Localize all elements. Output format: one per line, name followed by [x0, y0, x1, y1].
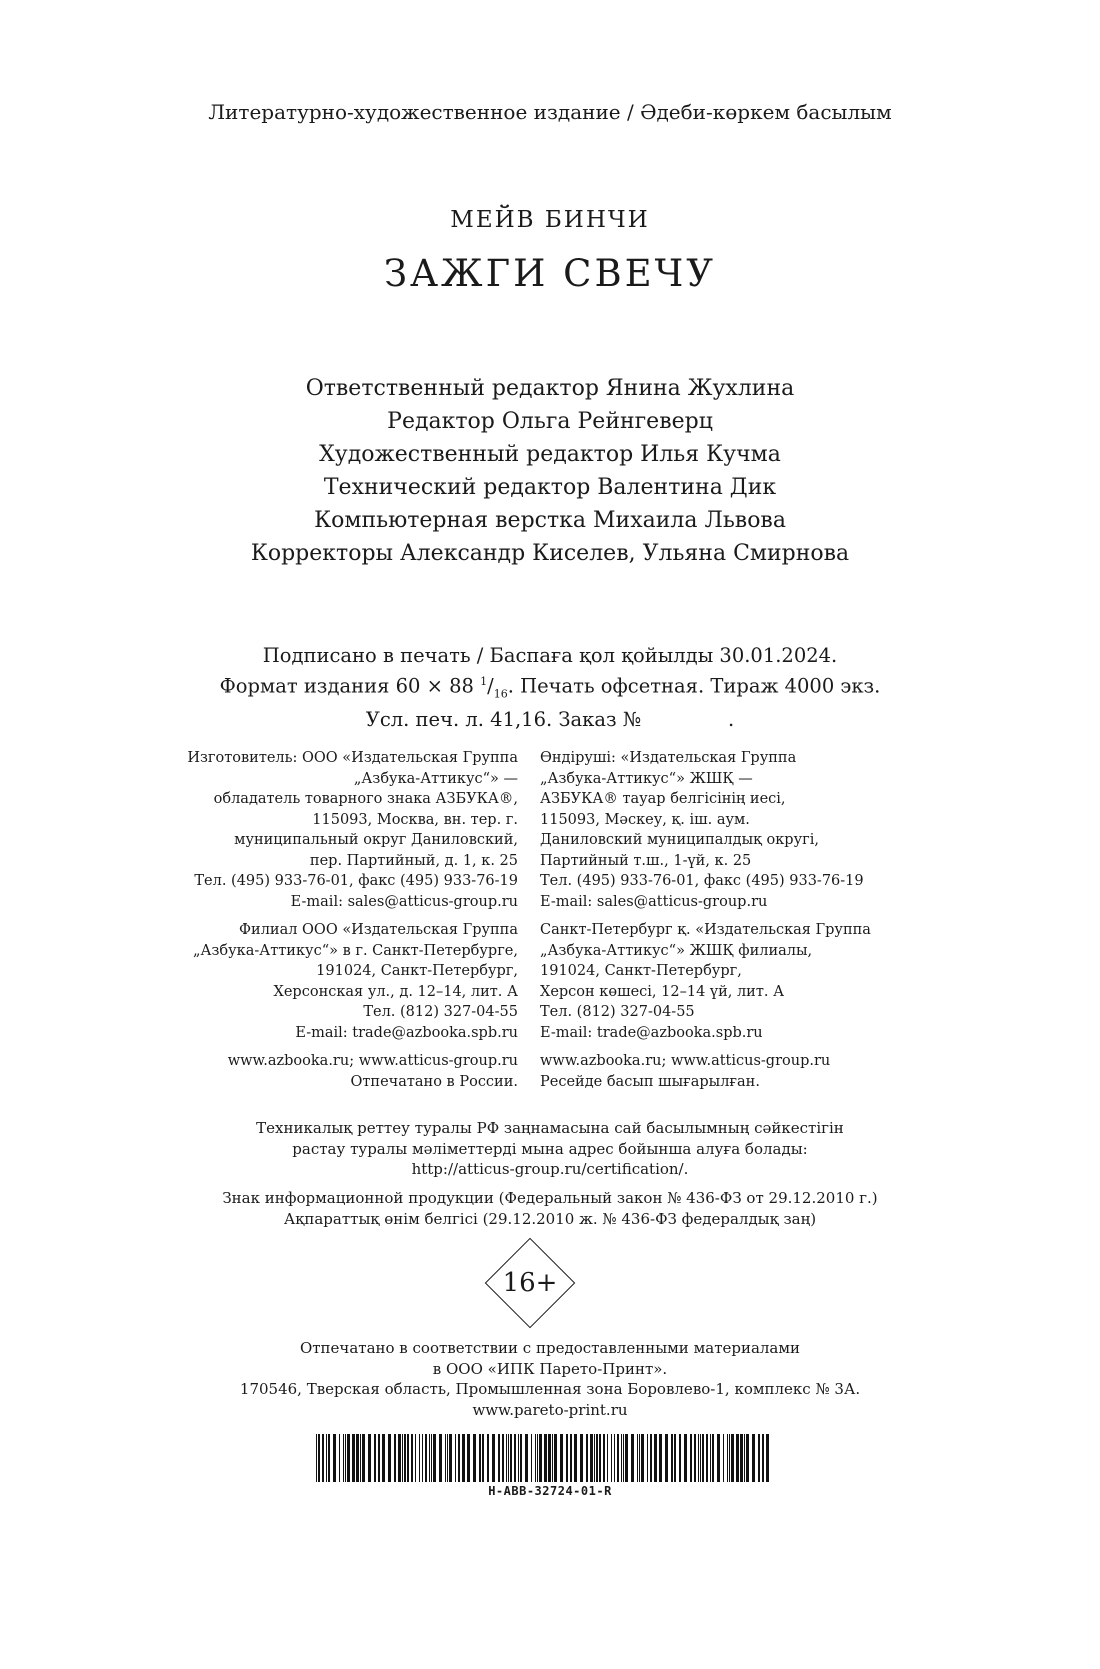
- barcode-bar: [345, 1434, 346, 1482]
- barcode-bar: [617, 1434, 619, 1482]
- barcode-bar: [520, 1434, 522, 1482]
- barcode-bar: [347, 1434, 350, 1482]
- barcode-bar: [694, 1434, 696, 1482]
- barcode: [316, 1434, 771, 1482]
- info-line: Тел. (812) 327-04-55: [363, 1004, 518, 1020]
- barcode-bar: [614, 1434, 615, 1482]
- series-line: Литературно-художественное издание / Әдеби-көркем басылым: [208, 100, 892, 124]
- barcode-bar: [621, 1434, 622, 1482]
- barcode-bar: [394, 1434, 396, 1482]
- info-line: Отпечатано в России.: [350, 1073, 518, 1090]
- publisher-info-ru: [158, 748, 518, 1092]
- barcode-bar: [539, 1434, 542, 1482]
- barcode-bar: [659, 1434, 662, 1482]
- barcode-bar: [333, 1434, 336, 1482]
- barcode-bar: [537, 1434, 538, 1482]
- barcode-bar: [594, 1434, 595, 1482]
- barcode-bar: [639, 1434, 640, 1482]
- barcode-bar: [744, 1434, 745, 1482]
- barcode-bar: [723, 1434, 724, 1482]
- info-line: обладатель товарного знака АЗБУКА®,: [213, 791, 518, 807]
- barcode-bar: [679, 1434, 681, 1482]
- info-line: Даниловский муниципалдық округі,: [540, 832, 819, 848]
- barcode-bar: [510, 1434, 512, 1482]
- barcode-bar: [586, 1434, 588, 1482]
- barcode-bar: [479, 1434, 481, 1482]
- printer-line: Отпечатано в соответствии с предоставленными материалами: [299, 1339, 801, 1357]
- barcode-bar: [570, 1434, 572, 1482]
- credit-line: Редактор Ольга Рейнгеверц: [387, 409, 713, 434]
- barcode-bar: [560, 1434, 563, 1482]
- barcode-bar: [758, 1434, 760, 1482]
- barcode-bar: [378, 1434, 380, 1482]
- info-line: АЗБУКА® тауар белгісінің иесі,: [540, 791, 786, 807]
- barcode-bar: [552, 1434, 553, 1482]
- barcode-bar: [326, 1434, 327, 1482]
- barcode-bar: [316, 1434, 317, 1482]
- info-line: Филиал ООО «Издательская Группа: [239, 922, 518, 938]
- certification-note: [0, 1118, 1100, 1180]
- format-den: 16: [493, 687, 508, 701]
- barcode-bar: [374, 1434, 376, 1482]
- barcode-bar: [654, 1434, 657, 1482]
- barcode-bar: [762, 1434, 764, 1482]
- info-line: 115093, Мәскеу, қ. іш. аум.: [540, 811, 750, 828]
- info-line: 191024, Санкт-Петербург,: [540, 963, 742, 979]
- info-line: „Азбука-Аттикус“» —: [353, 770, 518, 787]
- cert-line: Техникалық реттеу туралы РФ заңнамасына сай басылымның сәйкестігін: [256, 1119, 844, 1137]
- info-line: Тел. (495) 933-76-01, факс (495) 933-76-19: [540, 873, 864, 889]
- barcode-bar: [548, 1434, 551, 1482]
- barcode-bar: [674, 1434, 676, 1482]
- barcode-bar: [740, 1434, 743, 1482]
- barcode-bar: [362, 1434, 365, 1482]
- barcode-bar: [698, 1434, 699, 1482]
- barcode-bar: [360, 1434, 361, 1482]
- barcode-bar: [690, 1434, 692, 1482]
- barcode-bar: [458, 1434, 460, 1482]
- barcode-bar: [684, 1434, 687, 1482]
- barcode-bar: [580, 1434, 583, 1482]
- info-line: Херсон көшесі, 12–14 үй, лит. А: [540, 983, 785, 1000]
- info-line: муниципальный округ Даниловский,: [234, 832, 518, 848]
- print-info: [0, 643, 1100, 733]
- info-line: www.azbooka.ru; www.atticus-group.ru: [227, 1053, 518, 1069]
- barcode-bar: [574, 1434, 577, 1482]
- barcode-bar: [650, 1434, 652, 1482]
- barcode-bar: [431, 1434, 432, 1482]
- barcode-bar: [382, 1434, 385, 1482]
- barcode-bar: [429, 1434, 430, 1482]
- barcode-bar: [599, 1434, 601, 1482]
- barcode-bar: [731, 1434, 734, 1482]
- barcode-bar: [388, 1434, 391, 1482]
- age-rating-text: 16+: [502, 1268, 558, 1298]
- barcode-bar: [411, 1434, 413, 1482]
- barcode-bar: [318, 1434, 320, 1482]
- sign-line: Знак информационной продукции (Федеральный закон № 436-ФЗ от 29.12.2010 г.): [222, 1189, 878, 1207]
- barcode-bar: [447, 1434, 448, 1482]
- cert-line: растау туралы мәліметтерді мына адрес бойынша алуға болады:: [292, 1139, 808, 1158]
- barcode-bar: [462, 1434, 465, 1482]
- barcode-bar: [328, 1434, 330, 1482]
- print-format: [0, 669, 1100, 707]
- author-name: МЕЙВ БИНЧИ: [450, 207, 650, 233]
- barcode-bar: [700, 1434, 701, 1482]
- printer-link[interactable]: www.pareto-print.ru: [472, 1400, 628, 1419]
- barcode-bar: [425, 1434, 427, 1482]
- info-line: 191024, Санкт-Петербург,: [316, 963, 518, 979]
- credits: [0, 372, 1100, 570]
- credit-line: Ответственный редактор Янина Жухлина: [305, 376, 795, 401]
- barcode-bar: [766, 1434, 769, 1482]
- info-line: E-mail: trade@azbooka.spb.ru: [295, 1024, 518, 1041]
- barcode-bar: [449, 1434, 452, 1482]
- info-line: „Азбука-Аттикус“» ЖШҚ —: [540, 770, 753, 787]
- barcode-bar: [415, 1434, 416, 1482]
- barcode-bar: [702, 1434, 704, 1482]
- credit-line: Корректоры Александр Киселев, Ульяна Смирнова: [250, 541, 850, 566]
- credit-line: Технический редактор Валентина Дик: [323, 475, 777, 500]
- barcode-bar: [419, 1434, 420, 1482]
- barcode-bar: [402, 1434, 403, 1482]
- barcode-bar: [518, 1434, 519, 1482]
- barcode-bar: [665, 1434, 668, 1482]
- format-num: 1: [480, 675, 488, 688]
- barcode-bar: [554, 1434, 557, 1482]
- barcode-bar: [422, 1434, 423, 1482]
- barcode-bar: [531, 1434, 532, 1482]
- print-date: Подписано в печать / Баспаға қол қойылды 30.01.2024.: [262, 644, 838, 667]
- info-line: E-mail: sales@atticus-group.ru: [290, 893, 518, 910]
- barcode-bar: [544, 1434, 547, 1482]
- info-line: „Азбука-Аттикус“» ЖШҚ филиалы,: [540, 942, 813, 959]
- barcode-bar: [746, 1434, 749, 1482]
- format-rest: . Печать офсетная. Тираж 4000 экз.: [507, 674, 881, 698]
- barcode-bar: [525, 1434, 528, 1482]
- barcode-bar: [712, 1434, 714, 1482]
- printer-line: в ООО «ИПК Парето-Принт».: [432, 1359, 668, 1378]
- printer-line: 170546, Тверская область, Промышленная зона Боровлево-1, комплекс № 3А.: [239, 1380, 861, 1398]
- barcode-bar: [736, 1434, 739, 1482]
- barcode-bar: [623, 1434, 624, 1482]
- barcode-bar: [631, 1434, 634, 1482]
- info-line: Тел. (812) 327-04-55: [540, 1004, 695, 1020]
- barcode-bar: [710, 1434, 711, 1482]
- credit-line: Компьютерная верстка Михаила Львова: [314, 508, 786, 533]
- format-text: Формат издания 60 × 88: [219, 674, 481, 698]
- barcode-bar: [404, 1434, 406, 1482]
- barcode-text: H-ABB-32724-01-R: [488, 1484, 612, 1498]
- barcode-bar: [398, 1434, 401, 1482]
- barcode-bar: [671, 1434, 673, 1482]
- barcode-bar: [492, 1434, 495, 1482]
- barcode-bar: [455, 1434, 456, 1482]
- barcode-bar: [590, 1434, 593, 1482]
- barcode-bar: [727, 1434, 728, 1482]
- info-line: Өндіруші: «Издательская Группа: [540, 750, 797, 766]
- info-line: Херсонская ул., д. 12–14, лит. А: [273, 983, 518, 1000]
- info-line: „Азбука-Аттикус“» в г. Санкт-Петербурге,: [193, 942, 518, 959]
- publisher-info-kz: [540, 748, 900, 1092]
- barcode-bar: [433, 1434, 436, 1482]
- info-line: 115093, Москва, вн. тер. г.: [312, 811, 518, 828]
- barcode-bar: [514, 1434, 516, 1482]
- print-order: Усл. печ. л. 41,16. Заказ № .: [365, 708, 735, 732]
- barcode-bar: [352, 1434, 355, 1482]
- book-title: ЗАЖГИ СВЕЧУ: [383, 252, 717, 295]
- barcode-bar: [566, 1434, 568, 1482]
- barcode-bar: [596, 1434, 598, 1482]
- barcode-bar: [641, 1434, 644, 1482]
- barcode-bar: [322, 1434, 324, 1482]
- barcode-bar: [535, 1434, 536, 1482]
- barcode-bar: [752, 1434, 755, 1482]
- barcode-bar: [498, 1434, 500, 1482]
- barcode-bar: [508, 1434, 509, 1482]
- barcode-bar: [611, 1434, 612, 1482]
- barcode-bar: [467, 1434, 470, 1482]
- barcode-bar: [356, 1434, 359, 1482]
- barcode-bar: [502, 1434, 504, 1482]
- barcode-bar: [506, 1434, 507, 1482]
- printer-info: [0, 1338, 1100, 1420]
- barcode-bar: [717, 1434, 720, 1482]
- info-line: пер. Партийный, д. 1, к. 25: [309, 852, 518, 869]
- info-line: E-mail: trade@azbooka.spb.ru: [540, 1024, 763, 1041]
- barcode-bar: [339, 1434, 340, 1482]
- info-line: Изготовитель: ООО «Издательская Группа: [187, 750, 518, 766]
- info-line: Санкт-Петербург қ. «Издательская Группа: [540, 922, 871, 938]
- info-line: E-mail: sales@atticus-group.ru: [540, 893, 768, 910]
- info-line: Партийный т.ш., 1-үй, к. 25: [540, 852, 752, 869]
- info-line: Тел. (495) 933-76-01, факс (495) 933-76-19: [194, 873, 518, 889]
- barcode-bar: [473, 1434, 476, 1482]
- credit-line: Художественный редактор Илья Кучма: [319, 442, 781, 467]
- barcode-bar: [607, 1434, 608, 1482]
- barcode-bar: [368, 1434, 371, 1482]
- info-line: Ресейде басып шығарылған.: [540, 1073, 760, 1090]
- sign-line: Ақпараттық өнім белгісі (29.12.2010 ж. № 436-ФЗ федералдық заң): [283, 1209, 817, 1228]
- barcode-bar: [729, 1434, 730, 1482]
- info-line: www.azbooka.ru; www.atticus-group.ru: [540, 1053, 831, 1069]
- barcode-bar: [343, 1434, 344, 1482]
- cert-link[interactable]: http://atticus-group.ru/certification/.: [411, 1160, 689, 1178]
- barcode-bar: [407, 1434, 409, 1482]
- age-rating-badge: [482, 1235, 578, 1331]
- format-slash: /: [487, 674, 494, 698]
- barcode-bar: [706, 1434, 708, 1482]
- barcode-bar: [482, 1434, 484, 1482]
- barcode-bar: [647, 1434, 648, 1482]
- barcode-bar: [487, 1434, 489, 1482]
- barcode-bar: [439, 1434, 442, 1482]
- info-product-sign: [0, 1188, 1100, 1229]
- barcode-bar: [625, 1434, 628, 1482]
- barcode-bar: [603, 1434, 605, 1482]
- barcode-bar: [445, 1434, 446, 1482]
- barcode-bar: [637, 1434, 638, 1482]
